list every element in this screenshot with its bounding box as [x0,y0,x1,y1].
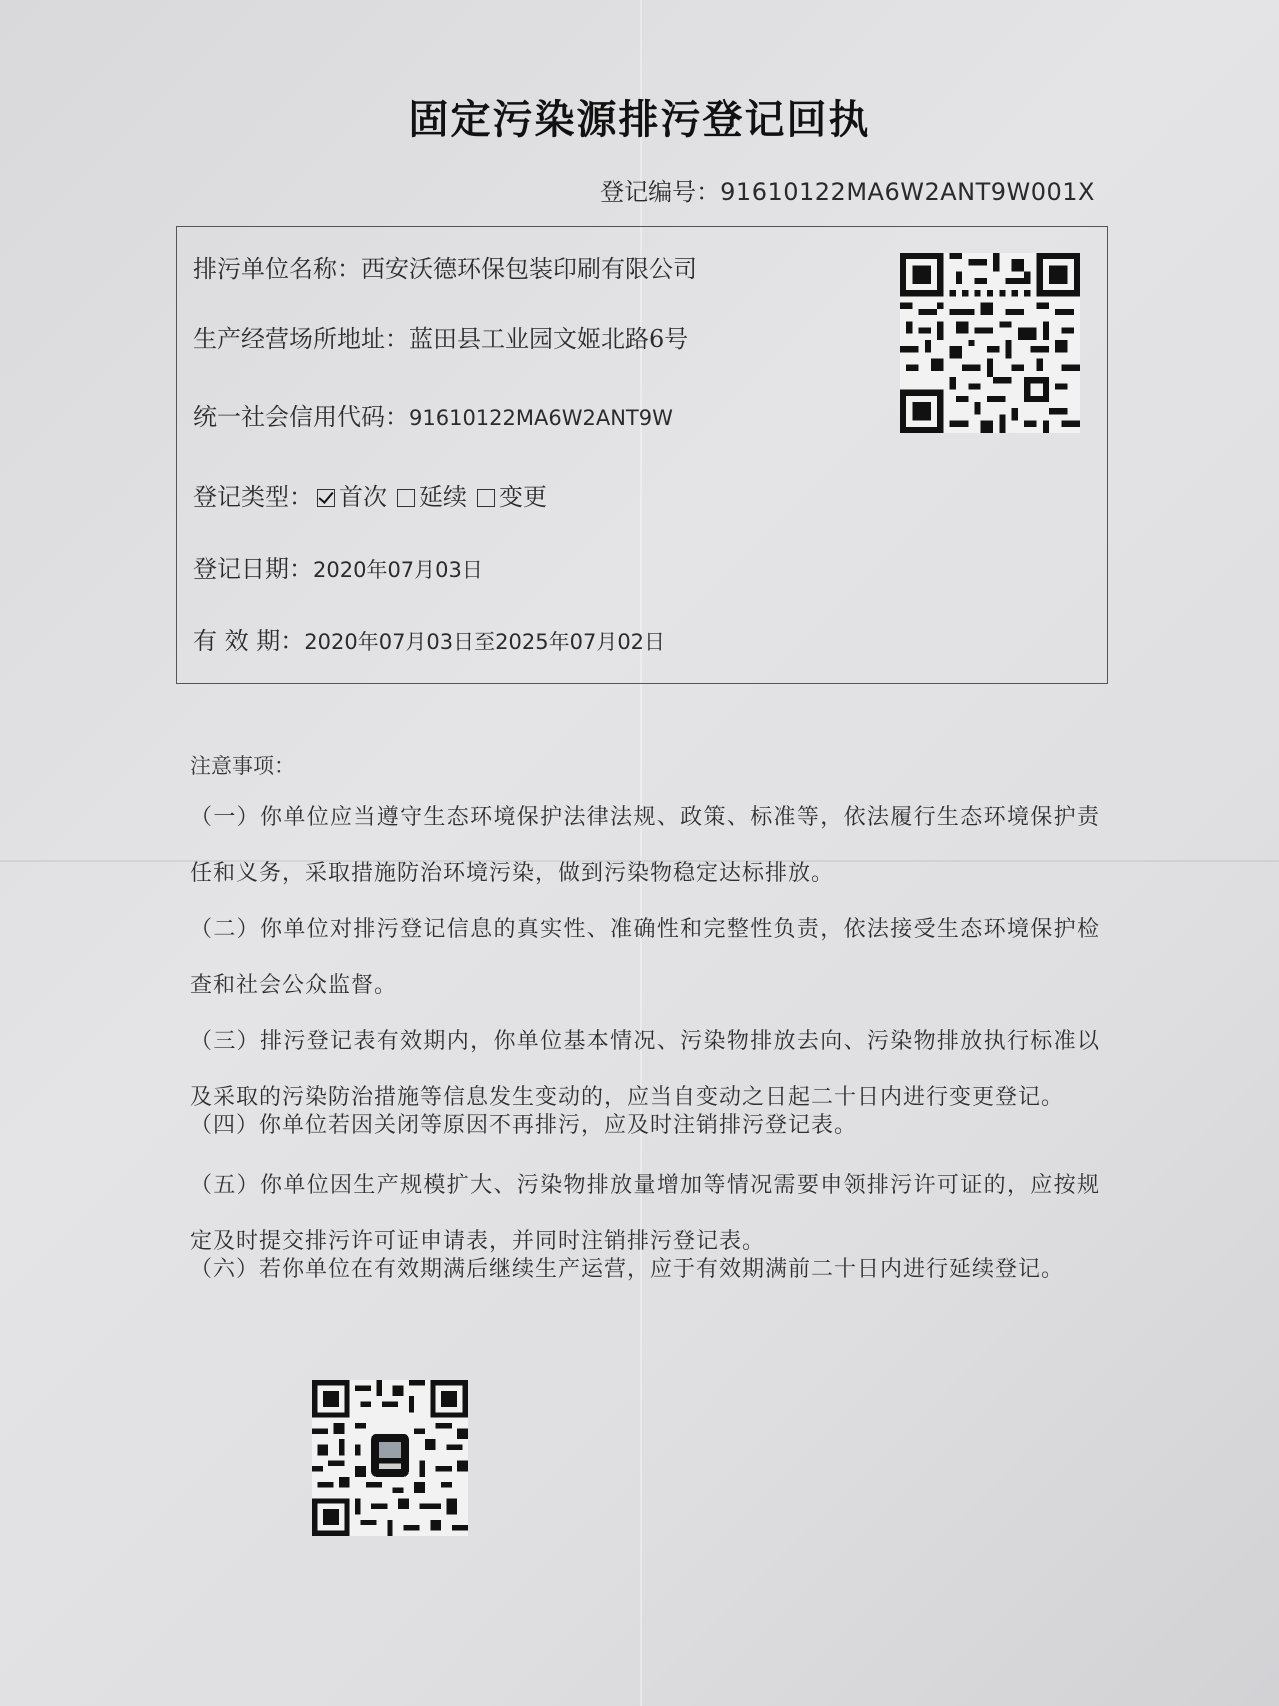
note-item-2: （二）你单位对排污登记信息的真实性、准确性和完整性负责，依法接受生态环境保护检查和社会公众监督。 [190,917,1100,998]
registration-number [600,172,1095,207]
registration-type-label: 登记类型： [193,483,313,511]
credit-code-row [193,397,673,432]
validity-row [193,621,665,656]
validity-label: 有 效 期： [193,627,305,655]
option-first-time: 首次 [339,483,387,511]
validity-value: 2020年07月03日至2025年07月02日 [304,630,666,654]
checkbox-renewal[interactable] [397,489,415,507]
registration-date-value: 2020年07月03日 [313,558,483,582]
note-item-6: （六）若你单位在有效期满后继续生产运营，应于有效期满前二十日内进行延续登记。 [190,1257,1065,1282]
company-row [193,249,697,284]
company-value: 西安沃德环保包装印刷有限公司 [361,255,697,283]
option-renewal: 延续 [419,483,467,511]
registration-number-value: 91610122MA6W2ANT9W001X [720,178,1095,206]
qr-code-icon [899,253,1081,433]
checkbox-first-time[interactable] [317,489,335,507]
wechat-qr-code-icon [310,1380,470,1536]
address-row [193,319,688,354]
company-label: 排污单位名称： [193,255,361,283]
notes-heading: 注意事项： [190,754,295,778]
note-item-3: （三）排污登记表有效期内，你单位基本情况、污染物排放去向、污染物排放执行标准以及采取的污染防治措施等信息发生变动的，应当自变动之日起二十日内进行变更登记。 [190,1029,1100,1110]
info-box [176,226,1108,684]
document-title: 固定污染源排污登记回执 [408,97,871,143]
credit-code-value: 91610122MA6W2ANT9W [409,406,673,430]
registration-date-row [193,549,483,584]
registration-date-label: 登记日期： [193,555,313,583]
registration-number-label: 登记编号： [600,178,721,206]
note-item-5: （五）你单位因生产规模扩大、污染物排放量增加等情况需要申领排污许可证的，应按规定及时提交排污许可证申请表，并同时注销排污登记表。 [190,1173,1100,1254]
note-item-1: （一）你单位应当遵守生态环境保护法律法规、政策、标准等，依法履行生态环境保护责任和义务，采取措施防治环境污染，做到污染物稳定达标排放。 [190,805,1100,886]
address-label: 生产经营场所地址： [193,325,409,353]
credit-code-label: 统一社会信用代码： [193,403,409,431]
option-change: 变更 [499,483,547,511]
registration-type-row [193,477,547,512]
address-value: 蓝田县工业园文姬北路6号 [409,325,689,353]
checkbox-change[interactable] [477,489,495,507]
note-item-4: （四）你单位若因关闭等原因不再排污，应及时注销排污登记表。 [190,1113,858,1138]
